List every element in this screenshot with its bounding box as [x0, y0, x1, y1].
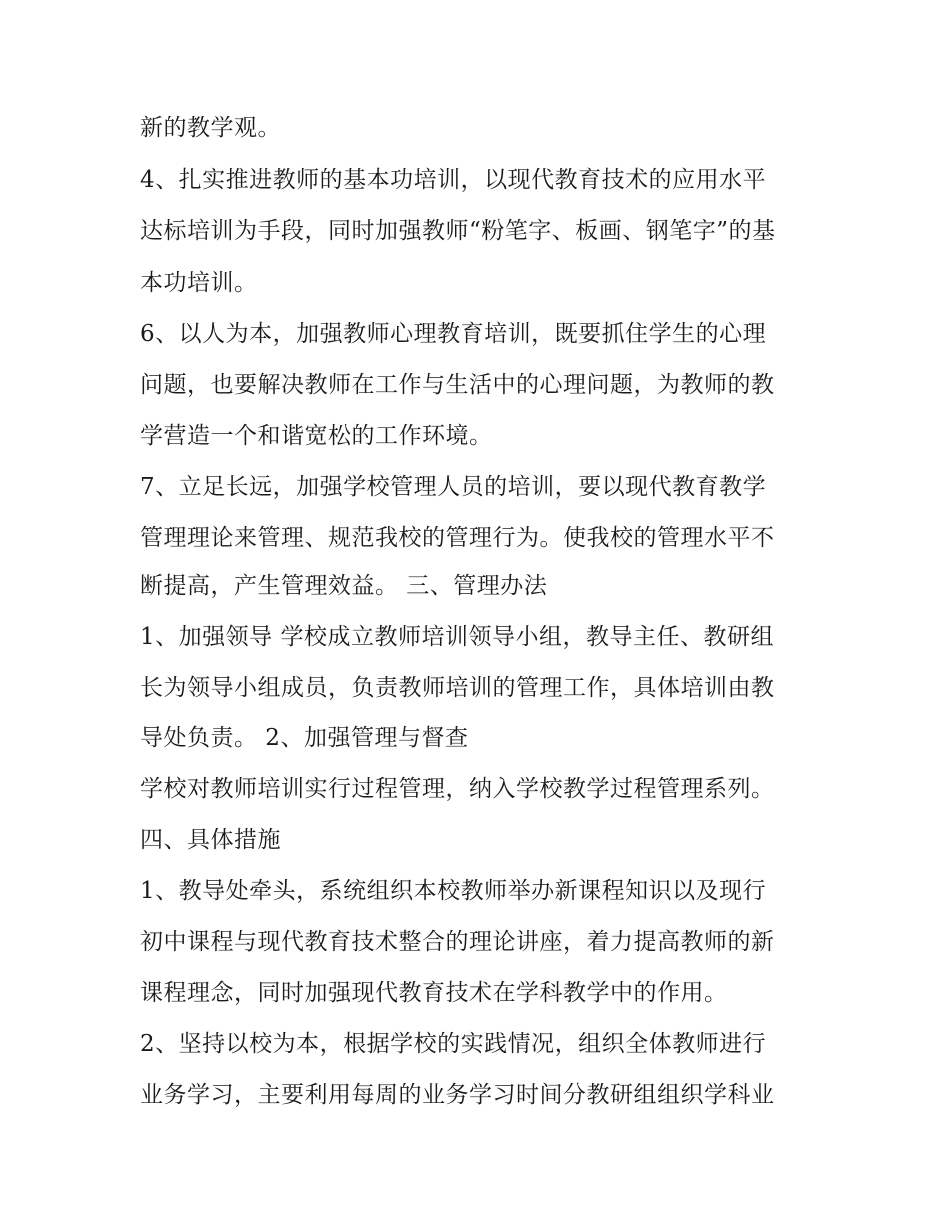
- text-line: 6、以人为本，加强教师心理教育培训，既要抓住学生的心理: [140, 321, 767, 347]
- text-line: 四、具体措施: [140, 827, 281, 853]
- text-line: 本功培训。: [140, 270, 258, 296]
- text-line: 7、立足长远，加强学校管理人员的培训，要以现代教育教学: [140, 474, 767, 500]
- text-line: 达标培训为手段，同时加强教师“粉笔字、板画、钢笔字”的基: [140, 218, 776, 244]
- text-line: 学校对教师培训实行过程管理，纳入学校教学过程管理系列。: [140, 776, 775, 802]
- text-line: 课程理念，同时加强现代教育技术在学科教学中的作用。: [140, 980, 728, 1006]
- text-line: 断提高，产生管理效益。 三、管理办法: [140, 573, 548, 599]
- text-line: 学营造一个和谐宽松的工作环境。: [140, 423, 493, 449]
- text-line: 导处负责。 2、加强管理与督查: [140, 725, 469, 751]
- text-line: 长为领导小组成员，负责教师培训的管理工作，具体培训由教: [140, 675, 775, 701]
- text-line: 4、扎实推进教师的基本功培训，以现代教育技术的应用水平: [140, 167, 767, 193]
- text-line: 问题，也要解决教师在工作与生活中的心理问题，为教师的教: [140, 372, 775, 398]
- text-line: 业务学习，主要利用每周的业务学习时间分教研组组织学科业: [140, 1082, 775, 1108]
- text-line: 1、加强领导 学校成立教师培训领导小组，教导主任、教研组: [140, 624, 774, 650]
- text-line: 1、教导处牵头，系统组织本校教师举办新课程知识以及现行: [140, 878, 767, 904]
- text-line: 管理理论来管理、规范我校的管理行为。使我校的管理水平不: [140, 525, 775, 551]
- text-line: 2、坚持以校为本，根据学校的实践情况，组织全体教师进行: [140, 1031, 767, 1057]
- text-line: 新的教学观。: [140, 115, 281, 141]
- text-line: 初中课程与现代教育技术整合的理论讲座，着力提高教师的新: [140, 929, 775, 955]
